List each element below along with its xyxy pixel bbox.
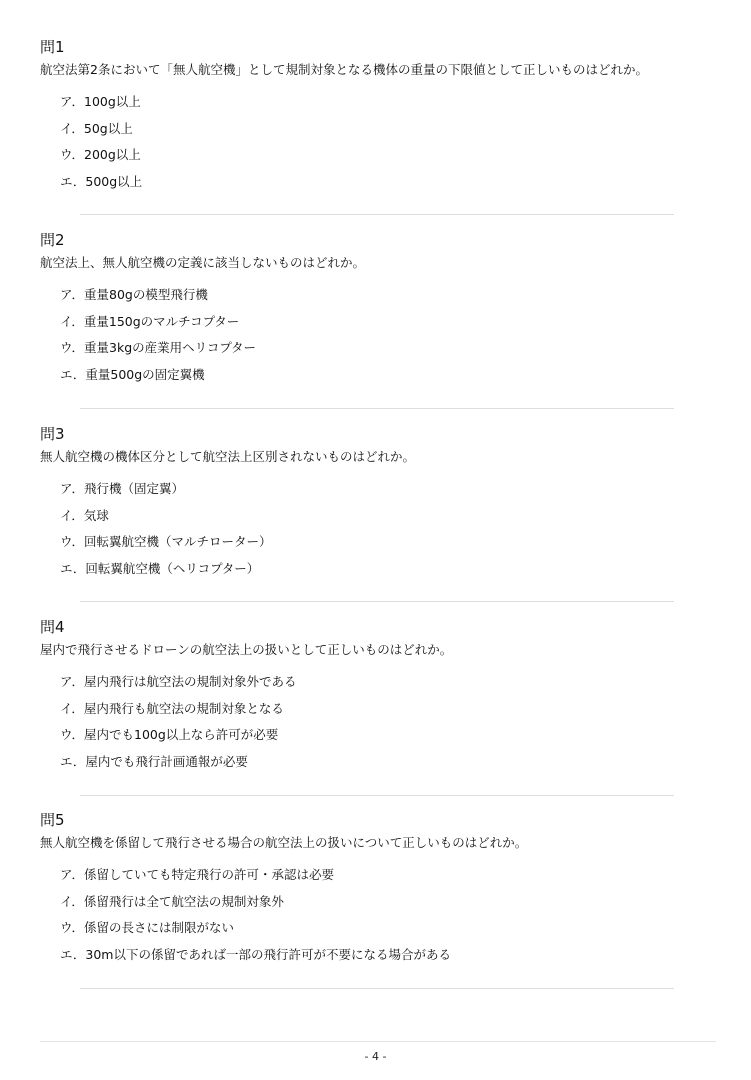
option-text: 重量3kgの産業用ヘリコプター <box>84 340 257 355</box>
option-label: イ． <box>60 700 84 716</box>
option-text: 回転翼航空機（マルチローター） <box>84 534 272 549</box>
option-b <box>60 120 720 147</box>
question-title: 問5 <box>40 811 65 829</box>
option-text: 回転翼航空機（ヘリコプター） <box>85 560 260 576</box>
option-label: ウ． <box>60 920 85 935</box>
option-text: 屋内でも100g以上なら許可が必要 <box>84 727 279 742</box>
option-label: ア． <box>60 287 85 302</box>
option-b <box>60 507 720 534</box>
option-label: ア． <box>60 481 85 496</box>
option-d <box>60 753 720 780</box>
question-text: 航空法第2条において「無人航空機」として規制対象となる機体の重量の下限値として正しいものはどれか。 <box>40 62 648 77</box>
option-label: イ． <box>60 313 84 329</box>
option-label: ウ． <box>60 534 85 549</box>
option-text: 屋内飛行は航空法の規制対象外である <box>84 674 297 689</box>
question-divider <box>80 988 674 989</box>
option-d <box>60 946 720 973</box>
question-title: 問4 <box>40 618 65 636</box>
option-text: 屋内でも飛行計画通報が必要 <box>85 753 248 769</box>
question-2 <box>40 230 720 392</box>
option-label: エ． <box>60 753 86 769</box>
option-list <box>40 286 720 392</box>
option-c <box>60 533 720 560</box>
option-text: 飛行機（固定翼） <box>84 481 185 496</box>
option-label: ア． <box>60 674 85 689</box>
option-label: イ． <box>60 507 84 523</box>
option-a <box>60 93 720 120</box>
question-divider <box>80 795 674 796</box>
option-c <box>60 146 720 173</box>
option-b <box>60 700 720 727</box>
question-1 <box>40 37 720 199</box>
option-text: 屋内飛行も航空法の規制対象となる <box>83 700 284 716</box>
option-text: 500g以上 <box>85 173 143 189</box>
option-label: イ． <box>60 120 84 136</box>
option-label: イ． <box>60 893 84 909</box>
option-list <box>40 93 720 199</box>
option-list <box>40 866 720 972</box>
question-divider <box>80 214 674 215</box>
question-title: 問1 <box>40 38 65 56</box>
option-label: ウ． <box>60 340 85 355</box>
option-label: ア． <box>60 867 85 882</box>
question-5 <box>40 810 720 972</box>
option-text: 重量80gの模型飛行機 <box>84 287 208 302</box>
option-text: 100g以上 <box>84 94 141 109</box>
option-d <box>60 173 720 200</box>
option-b <box>60 893 720 920</box>
option-text: 気球 <box>83 507 109 523</box>
option-d <box>60 560 720 587</box>
option-c <box>60 339 720 366</box>
option-d <box>60 366 720 393</box>
question-title: 問3 <box>40 425 65 443</box>
option-text: 200g以上 <box>84 147 141 162</box>
question-text: 無人航空機を係留して飛行させる場合の航空法上の扱いについて正しいものはどれか。 <box>40 835 528 850</box>
option-b <box>60 313 720 340</box>
option-a <box>60 286 720 313</box>
option-c <box>60 919 720 946</box>
option-label: エ． <box>60 560 86 576</box>
option-list <box>40 673 720 779</box>
option-list <box>40 480 720 586</box>
option-label: ウ． <box>60 147 85 162</box>
page-number: - 4 - <box>364 1050 387 1063</box>
option-text: 重量150gのマルチコプター <box>83 313 240 329</box>
question-text: 無人航空機の機体区分として航空法上区別されないものはどれか。 <box>40 449 416 464</box>
option-label: エ． <box>60 173 86 189</box>
option-a <box>60 480 720 507</box>
option-text: 50g以上 <box>83 120 133 136</box>
question-divider <box>80 408 674 409</box>
option-c <box>60 726 720 753</box>
question-4 <box>40 617 720 779</box>
option-a <box>60 866 720 893</box>
option-label: ウ． <box>60 727 85 742</box>
option-a <box>60 673 720 700</box>
question-text: 屋内で飛行させるドローンの航空法上の扱いとして正しいものはどれか。 <box>40 642 453 657</box>
option-text: 30m以下の係留であれば一部の飛行許可が不要になる場合がある <box>85 946 451 962</box>
option-label: ア． <box>60 94 85 109</box>
question-title: 問2 <box>40 231 65 249</box>
option-text: 重量500gの固定翼機 <box>85 366 205 382</box>
option-text: 係留飛行は全て航空法の規制対象外 <box>83 893 284 909</box>
option-text: 係留していても特定飛行の許可・承認は必要 <box>84 867 335 882</box>
option-label: エ． <box>60 366 86 382</box>
question-text: 航空法上、無人航空機の定義に該当しないものはどれか。 <box>40 255 366 270</box>
question-3 <box>40 424 720 586</box>
footer-divider <box>40 1041 716 1042</box>
option-label: エ． <box>60 946 86 962</box>
question-divider <box>80 601 674 602</box>
option-text: 係留の長さには制限がない <box>84 920 235 935</box>
